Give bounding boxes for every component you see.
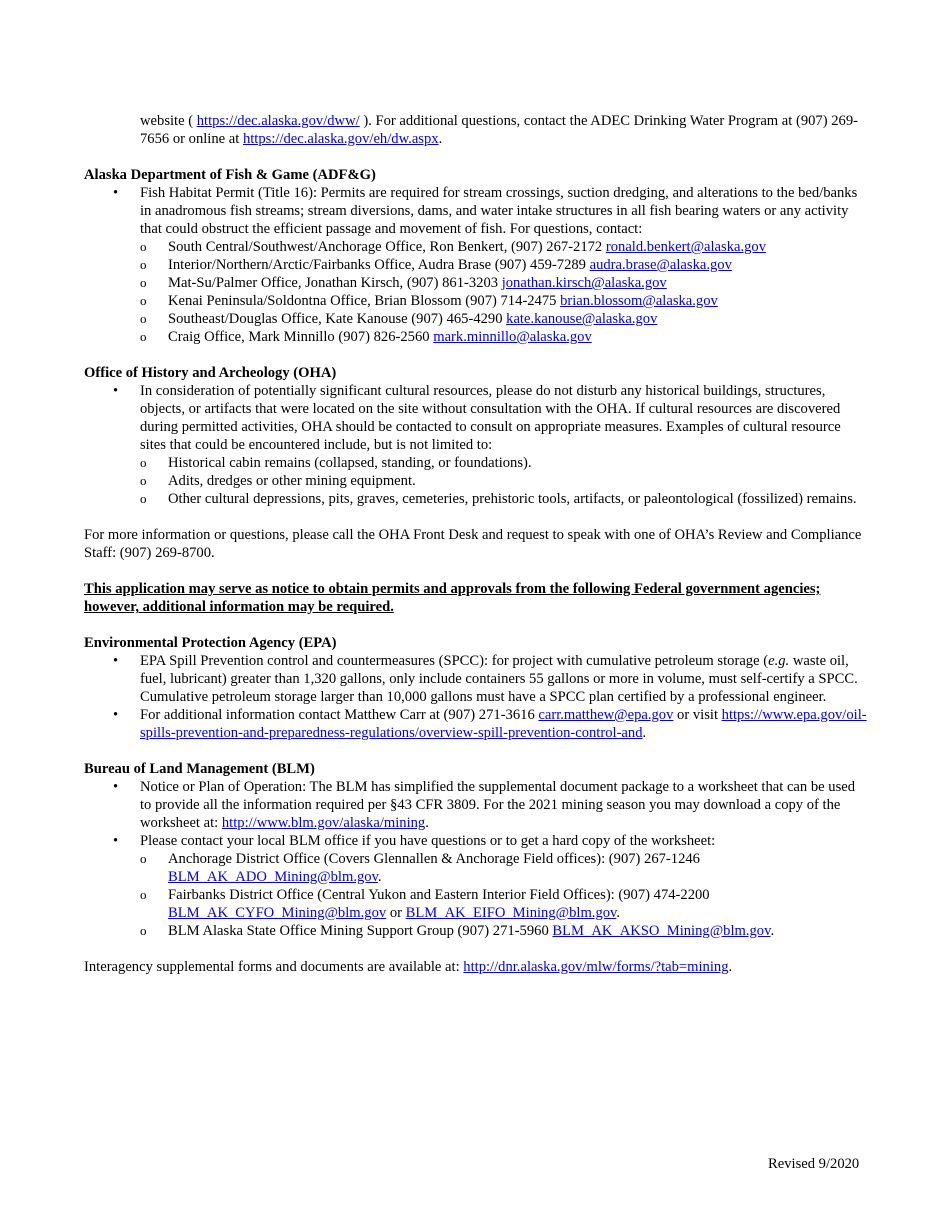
- blm-list: [84, 778, 868, 940]
- office-text: BLM Alaska State Office Mining Support Group (907) 271-5960: [168, 923, 553, 939]
- list-item: [84, 310, 868, 328]
- bullet-marker: •: [113, 653, 119, 669]
- list-item: [84, 274, 868, 292]
- office-text: Fairbanks District Office (Central Yukon and Eastern Interior Field Offices): (907) 474-2200: [168, 887, 710, 903]
- adfg-list: [84, 184, 868, 346]
- document-body: [84, 112, 868, 976]
- revision-footer: Revised 9/2020: [768, 1156, 860, 1172]
- list-item: [84, 778, 868, 832]
- blm-mining-link[interactable]: http://www.blm.gov/alaska/mining: [221, 815, 426, 831]
- office-text: .: [377, 869, 382, 885]
- list-item: [84, 238, 868, 256]
- contact-text: Mat-Su/Palmer Office, Jonathan Kirsch, (907) 861-3203: [168, 275, 502, 291]
- dww-link[interactable]: https://dec.alaska.gov/dww/: [196, 113, 360, 129]
- epa-heading: Environmental Protection Agency (EPA): [84, 635, 337, 651]
- contact-text: Kenai Peninsula/Soldontna Office, Brian Blossom (907) 714-2475: [168, 293, 561, 309]
- list-item: [84, 184, 868, 238]
- list-item: [84, 256, 868, 274]
- sub-bullet-marker: o: [140, 923, 147, 938]
- sub-bullet-marker: o: [140, 275, 147, 290]
- bullet-marker: •: [113, 383, 119, 399]
- list-item: [84, 886, 868, 922]
- list-item: [84, 652, 868, 706]
- cultural-resources-text: In consideration of potentially significant cultural resources, please do not disturb any historical buildings, structures, objects, or artifacts that were located on the site without consultation with the OHA. If cultural resources are discovered during permitted activities, OHA should be contacted to consult on appropriate measures. Examples of cultural resource sites that could be encountered include, but is not limited to:: [140, 383, 841, 453]
- blm-contact-text: Please contact your local BLM office if you have questions or to get a hard copy of the worksheet:: [140, 833, 716, 849]
- dnr-forms-link[interactable]: http://dnr.alaska.gov/mlw/forms/?tab=mining: [463, 959, 729, 975]
- intro-paragraph: [84, 112, 868, 148]
- federal-notice: This application may serve as notice to obtain permits and approvals from the following Federal government agencies; however, additional information may be required.: [84, 581, 821, 615]
- email-link[interactable]: jonathan.kirsch@alaska.gov: [501, 275, 667, 291]
- spcc-text: EPA Spill Prevention control and countermeasures (SPCC): for project with cumulative petroleum storage (: [140, 653, 769, 669]
- contact-text: Craig Office, Mark Minnillo (907) 826-2560: [168, 329, 434, 345]
- epa-list: [84, 652, 868, 742]
- list-item: [84, 850, 868, 886]
- sub-bullet-marker: o: [140, 491, 147, 506]
- blm-notice-text: Notice or Plan of Operation: The BLM has simplified the supplemental document package to a worksheet that can be used to provide all the information required per §43 CFR 3809. For the 2021 mining season you may download a copy of the worksheet at:: [140, 779, 856, 831]
- list-item: [84, 472, 868, 490]
- epa-contact-text: or visit: [673, 707, 722, 723]
- contact-text: Southeast/Douglas Office, Kate Kanouse (907) 465-4290: [168, 311, 507, 327]
- adfg-heading: Alaska Department of Fish & Game (ADF&G): [84, 167, 376, 183]
- blm-notice-text: .: [425, 815, 429, 831]
- sub-bullet-marker: o: [140, 851, 147, 866]
- intro-text: website (: [140, 113, 197, 129]
- email-link[interactable]: brian.blossom@alaska.gov: [560, 293, 718, 309]
- email-link[interactable]: BLM_AK_AKSO_Mining@blm.gov: [552, 923, 771, 939]
- list-item: [84, 922, 868, 940]
- intro-text: ). For additional questions, contact the ADEC Drinking Water Program at (907) 269-7656 or online at: [140, 113, 858, 147]
- epa-spcc-link[interactable]: https://www.epa.gov/oil-spills-prevention-and-preparedness-regulations/overview-spill-prevention-control-and: [140, 707, 867, 741]
- epa-contact-text: .: [642, 725, 647, 741]
- sub-bullet-marker: o: [140, 887, 147, 902]
- fish-habitat-permit-text: Fish Habitat Permit (Title 16): Permits are required for stream crossings, suction dredging, and alterations to the bed/banks in anadromous fish streams; stream diversions, dams, and water intake structures in all fish bearing waters or any activity that could obstruct the efficient passage and movement of fish. For questions, contact:: [140, 185, 858, 237]
- sub-bullet-marker: o: [140, 329, 147, 344]
- dw-program-link[interactable]: https://dec.alaska.gov/eh/dw.aspx: [242, 131, 439, 147]
- office-text: .: [770, 923, 775, 939]
- sub-bullet-marker: o: [140, 293, 147, 308]
- list-item: [84, 490, 868, 508]
- interagency-text: .: [728, 959, 733, 975]
- interagency-paragraph: [84, 958, 868, 976]
- email-link[interactable]: carr.matthew@epa.gov: [538, 707, 674, 723]
- email-link[interactable]: audra.brase@alaska.gov: [589, 257, 732, 273]
- list-item: [84, 382, 868, 454]
- contact-text: Interior/Northern/Arctic/Fairbanks Office, Audra Brase (907) 459-7289: [168, 257, 590, 273]
- email-link[interactable]: kate.kanouse@alaska.gov: [506, 311, 658, 327]
- email-link[interactable]: mark.minnillo@alaska.gov: [433, 329, 592, 345]
- email-link[interactable]: ronald.benkert@alaska.gov: [605, 239, 767, 255]
- contact-text: South Central/Southwest/Anchorage Office, Ron Benkert, (907) 267-2172: [168, 239, 606, 255]
- office-text: Anchorage District Office (Covers Glennallen & Anchorage Field offices): (907) 267-1246: [168, 851, 700, 867]
- list-item: [84, 328, 868, 346]
- example-text: Adits, dredges or other mining equipment.: [168, 473, 416, 489]
- bullet-marker: •: [113, 185, 119, 201]
- sub-bullet-marker: o: [140, 239, 147, 254]
- list-item: [84, 292, 868, 310]
- sub-bullet-marker: o: [140, 455, 147, 470]
- epa-contact-text: For additional information contact Matthew Carr at (907) 271-3616: [140, 707, 539, 723]
- sub-bullet-marker: o: [140, 311, 147, 326]
- oha-more-info: For more information or questions, please call the OHA Front Desk and request to speak with one of OHA’s Review and Compliance Staff: (907) 269-8700.: [84, 527, 862, 561]
- list-item: [84, 832, 868, 850]
- list-item: [84, 706, 868, 742]
- list-item: [84, 454, 868, 472]
- spcc-eg: e.g.: [768, 653, 790, 669]
- bullet-marker: •: [113, 707, 119, 723]
- oha-list: [84, 382, 868, 508]
- blm-heading: Bureau of Land Management (BLM): [84, 761, 315, 777]
- interagency-text: Interagency supplemental forms and documents are available at:: [84, 959, 464, 975]
- email-link[interactable]: BLM_AK_CYFO_Mining@blm.gov: [168, 905, 387, 921]
- bullet-marker: •: [113, 779, 119, 795]
- email-link[interactable]: BLM_AK_ADO_Mining@blm.gov: [168, 869, 378, 885]
- office-text: .: [616, 905, 621, 921]
- oha-heading: Office of History and Archeology (OHA): [84, 365, 337, 381]
- email-link[interactable]: BLM_AK_EIFO_Mining@blm.gov: [405, 905, 617, 921]
- office-text: or: [386, 905, 406, 921]
- example-text: Other cultural depressions, pits, graves, cemeteries, prehistoric tools, artifacts, or paleontological (fossilized) remains.: [168, 491, 857, 507]
- intro-text: .: [438, 131, 443, 147]
- bullet-marker: •: [113, 833, 119, 849]
- spcc-text: waste oil, fuel, lubricant) greater than 1,320 gallons, only include containers 55 gallons or more in volume, must self-certify a SPCC. Cumulative petroleum storage larger than 10,000 gallons must have a SPCC plan certified by a professional engineer.: [140, 653, 858, 705]
- sub-bullet-marker: o: [140, 257, 147, 272]
- sub-bullet-marker: o: [140, 473, 147, 488]
- example-text: Historical cabin remains (collapsed, standing, or foundations).: [168, 455, 532, 471]
